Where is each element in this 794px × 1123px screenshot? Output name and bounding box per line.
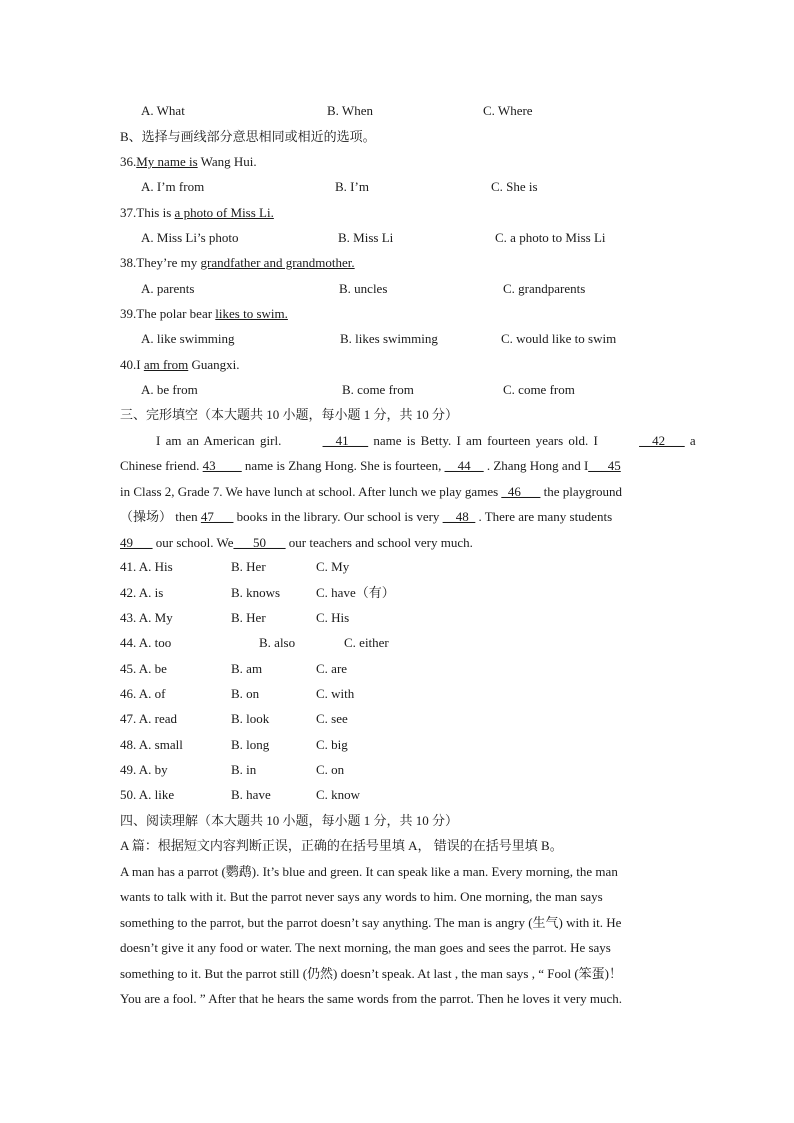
question-underlined: My name is bbox=[136, 154, 198, 169]
cloze-passage bbox=[120, 428, 696, 555]
q35-option-c: C. Where bbox=[483, 103, 533, 118]
question-post: Wang Hui. bbox=[197, 154, 257, 169]
q38-option-a: A. parents bbox=[141, 281, 195, 296]
cloze-option-c: C. either bbox=[344, 635, 389, 650]
cloze-option-c: C. big bbox=[316, 737, 348, 752]
question-number: 37. bbox=[120, 205, 137, 220]
q36-option-c: C. She is bbox=[491, 179, 538, 194]
q40-option-b: B. come from bbox=[342, 382, 414, 397]
cloze-option-c: C. My bbox=[316, 559, 350, 574]
cloze-option-b: B. Her bbox=[231, 559, 266, 574]
cloze-line-1: I am an American girl. __41___ name is Betty. I am fourteen years old. I __42___ a bbox=[120, 428, 675, 453]
q35-option-b: B. When bbox=[327, 103, 373, 118]
q39-option-b: B. likes swimming bbox=[340, 331, 438, 346]
question-pre: I bbox=[136, 357, 144, 372]
blank-48: __48_ bbox=[442, 509, 476, 525]
passage-line: A man has a parrot (鹦鹉). It’s blue and green. It can speak like a man. Every morning, the man bbox=[120, 864, 618, 879]
question-underlined: am from bbox=[143, 357, 189, 372]
cloze-line-3: in Class 2, Grade 7. We have lunch at school. After lunch we play games _46___ the playground bbox=[120, 479, 675, 504]
cloze-option-c: C. on bbox=[316, 762, 345, 777]
blank-46: _46___ bbox=[501, 483, 541, 499]
cloze-option-b: B. on bbox=[231, 686, 260, 701]
question-pre: The polar bear bbox=[136, 306, 216, 321]
cloze-option-b: B. am bbox=[231, 661, 263, 676]
cloze-option-a: 48. A. small bbox=[120, 737, 183, 752]
blank-50: ___50___ bbox=[233, 534, 286, 550]
cloze-option-a: 47. A. read bbox=[120, 711, 178, 726]
q39-option-c: C. would like to swim bbox=[501, 331, 617, 346]
cloze-option-b: B. long bbox=[231, 737, 270, 752]
section-b-title: B、选择与画线部分意思相同或相近的选项。 bbox=[120, 129, 376, 144]
passage-a-instruction: A 篇：根据短文内容判断正误，正确的在括号里填 A， 错误的在括号里填 B。 bbox=[120, 838, 563, 853]
cloze-option-c: C. are bbox=[316, 661, 348, 676]
question-underlined: grandfather and grandmother. bbox=[200, 255, 355, 270]
cloze-option-a: 43. A. My bbox=[120, 610, 173, 625]
cloze-option-b: B. also bbox=[259, 635, 296, 650]
question-number: 39. bbox=[120, 306, 137, 321]
cloze-option-a: 44. A. too bbox=[120, 635, 172, 650]
passage-line: something to the parrot, but the parrot doesn’t say anything. The man is angry (生气) with it. He bbox=[120, 914, 622, 930]
q35-option-a: A. What bbox=[141, 103, 185, 118]
q36-option-a: A. I’m from bbox=[141, 179, 205, 194]
blank-49: 49___ bbox=[120, 534, 153, 550]
cloze-option-b: B. knows bbox=[231, 585, 281, 600]
cloze-option-c: C. have（有） bbox=[316, 585, 395, 600]
question-post: Guangxi. bbox=[188, 357, 240, 372]
question-37 bbox=[120, 203, 274, 223]
passage-line: doesn’t give it any food or water. The next morning, the man goes and sees the parrot. He says bbox=[120, 940, 611, 956]
blank-42: __42___ bbox=[639, 433, 685, 448]
q40-option-c: C. come from bbox=[503, 382, 575, 397]
q39-option-a: A. like swimming bbox=[141, 331, 235, 346]
question-36 bbox=[120, 152, 257, 172]
q37-option-b: B. Miss Li bbox=[338, 230, 394, 245]
blank-41: __41___ bbox=[322, 433, 369, 448]
question-pre: This is bbox=[136, 205, 175, 220]
passage-line: wants to talk with it. But the parrot never says any words to him. One morning, the man says bbox=[120, 889, 603, 905]
section-4-title: 四、阅读理解（本大题共 10 小题，每小题 1 分，共 10 分） bbox=[120, 813, 459, 828]
cloze-option-c: C. with bbox=[316, 686, 355, 701]
q37-option-a: A. Miss Li’s photo bbox=[141, 230, 239, 245]
q38-option-c: C. grandparents bbox=[503, 281, 586, 296]
question-39 bbox=[120, 304, 288, 324]
cloze-option-c: C. see bbox=[316, 711, 348, 726]
question-number: 36. bbox=[120, 154, 137, 169]
q36-option-b: B. I’m bbox=[335, 179, 369, 194]
cloze-option-a: 50. A. like bbox=[120, 787, 175, 802]
q40-option-a: A. be from bbox=[141, 382, 198, 397]
passage-a bbox=[120, 859, 675, 1011]
blank-45: ___45 bbox=[588, 458, 621, 474]
question-underlined: likes to swim. bbox=[215, 306, 288, 321]
question-number: 40. bbox=[120, 357, 137, 372]
passage-line: You are a fool. ” After that he hears the same words from the parrot. Then he loves it very much. bbox=[120, 990, 623, 1006]
q38-option-b: B. uncles bbox=[339, 281, 388, 296]
cloze-option-a: 41. A. His bbox=[120, 559, 173, 574]
question-40 bbox=[120, 355, 240, 375]
cloze-option-b: B. have bbox=[231, 787, 271, 802]
question-pre: They’re my bbox=[136, 255, 201, 270]
blank-43: 43____ bbox=[202, 458, 242, 474]
cloze-option-a: 49. A. by bbox=[120, 762, 168, 777]
question-38 bbox=[120, 253, 355, 273]
cloze-option-a: 45. A. be bbox=[120, 661, 167, 676]
cloze-option-b: B. look bbox=[231, 711, 270, 726]
cloze-option-a: 42. A. is bbox=[120, 585, 164, 600]
blank-47: 47___ bbox=[200, 509, 234, 525]
blank-44: __44__ bbox=[444, 458, 484, 474]
cloze-option-c: C. His bbox=[316, 610, 350, 625]
question-number: 38. bbox=[120, 255, 137, 270]
cloze-option-b: B. in bbox=[231, 762, 257, 777]
cloze-option-a: 46. A. of bbox=[120, 686, 166, 701]
question-underlined: a photo of Miss Li. bbox=[174, 205, 274, 220]
passage-line: something to it. But the parrot still (仍然) doesn’t speak. At last , the man says , “ Fool (笨蛋)！ bbox=[120, 965, 623, 981]
cloze-option-b: B. Her bbox=[231, 610, 266, 625]
cloze-line-5: 49___ our school. We___50___ our teachers and school very much. bbox=[120, 530, 675, 555]
q37-option-c: C. a photo to Miss Li bbox=[495, 230, 606, 245]
cloze-option-c: C. know bbox=[316, 787, 361, 802]
cloze-line-2: Chinese friend. 43____ name is Zhang Hong. She is fourteen, __44__ . Zhang Hong and I___45 bbox=[120, 453, 675, 478]
cloze-line-4: （操场） then 47___ books in the library. Our school is very __48_ . There are many students bbox=[120, 504, 675, 529]
section-3-title: 三、完形填空（本大题共 10 小题，每小题 1 分，共 10 分） bbox=[120, 407, 459, 422]
